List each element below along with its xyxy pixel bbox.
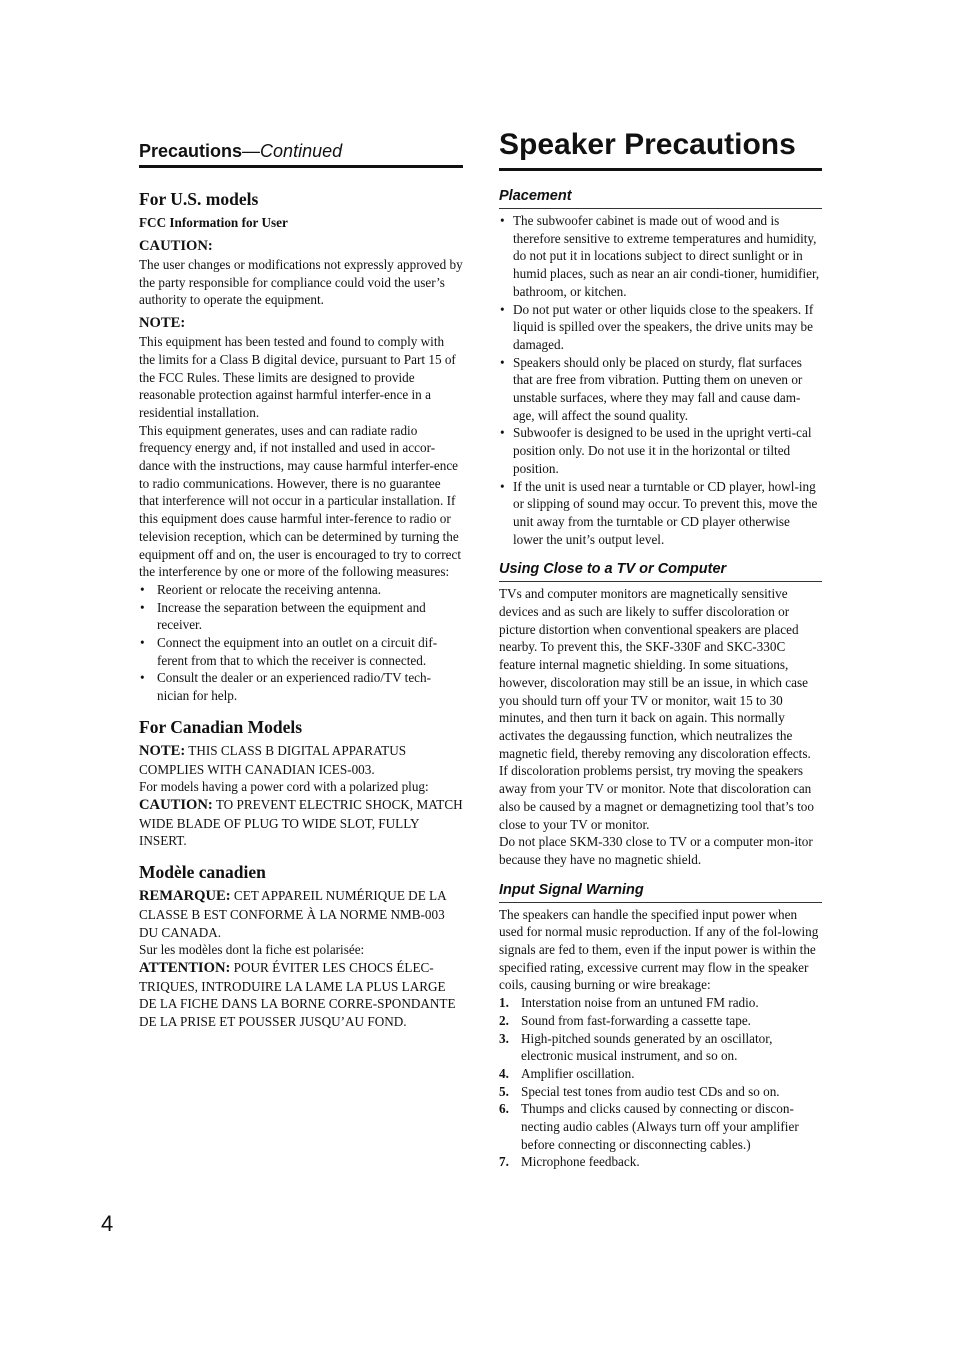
list-item: [499, 1030, 822, 1065]
list-item: [499, 994, 822, 1012]
list-item: [499, 1083, 822, 1101]
tv-computer-section: [499, 559, 822, 868]
canada-note-text: THIS CLASS B DIGITAL APPARATUS COMPLIES WITH CANADIAN ICES-003.: [139, 742, 407, 777]
item-text: Special test tones from audio test CDs and so on.: [521, 1083, 780, 1099]
list-item: • If the unit is used near a turntable or CD player, howl-ing or slipping of sound may occur. To prevent this, move the unit away from the turntable or CD player otherwise lower the unit’s output level.: [499, 478, 822, 549]
tv-computer-paragraph-1: TVs and computer monitors are magnetically sensitive devices and as such are likely to suffer discoloration or picture distortion when conventional speakers are placed nearby. To prevent this, the SKF-330F and SKC-330C feature internal magnetic shielding. In some situations, however, discoloration may still be an issue, in which case you should turn off your TV or monitor, wait 15 to 30 minutes, and then turn it back on again. This normally activates the degaussing function, which neutralizes the magnetic field, thereby removing any discoloration effects. If discoloration problems persist, try moving the speakers away from your TV or monitor. Note that discoloration can also be caused by a magnet or demagnetizing tool that’s too close to your TV or monitor.: [499, 586, 814, 832]
item-text: Sound from fast-forwarding a cassette tape.: [521, 1012, 751, 1028]
running-head: [139, 139, 463, 168]
input-signal-section: [499, 880, 822, 1172]
item-text: Amplifier oscillation.: [521, 1065, 635, 1081]
us-models-section: [139, 188, 463, 705]
attention: [139, 959, 463, 1031]
interference-measures-list: [139, 581, 463, 705]
note-label: NOTE:: [139, 315, 186, 332]
canadian-models-heading: For Canadian Models: [139, 716, 303, 737]
modele-canadien-section: [139, 861, 463, 1031]
remarque-text: CET APPAREIL NUMÉRIQUE DE LA CLASSE B EST CONFORME À LA NORME NMB-003 DU CANADA.: [139, 888, 446, 940]
tv-computer-paragraph-2: Do not place SKM-330 close to TV or a computer mon-itor because they have no magnetic shield.: [499, 834, 813, 867]
caution-text: The user changes or modifications not expressly approved by the party responsible for compliance could void the user’s authority to operate the equipment.: [139, 257, 463, 308]
page-number: 4: [101, 1211, 114, 1236]
list-item: • Consult the dealer or an experienced radio/TV tech-nician for help.: [139, 669, 463, 704]
list-item: [499, 1065, 822, 1083]
item-text: Microphone feedback.: [521, 1154, 640, 1170]
us-models-heading: For U.S. models: [139, 189, 259, 209]
item-number: 5.: [499, 1083, 509, 1099]
note-paragraph-2: This equipment generates, uses and can radiate radio frequency energy and, if not installed and used in accor-dance with the instructions, may cause harmful interfer-ence to radio communications. However, there is no guarantee that interference will not occur in a particular installation. If this equipment does cause harmful inter-ference to radio or television reception, which can be determined by turning the equipment off and on, the user is encouraged to try to correct the interference by one or more of the following measures:: [139, 422, 462, 580]
item-text: High-pitched sounds generated by an oscillator, electronic musical instrument, and so on.: [521, 1030, 773, 1064]
modele-canadien-heading: Modèle canadien: [139, 862, 266, 883]
list-item: • Subwoofer is designed to be used in the upright verti-cal position only. Do not use it in the horizontal or tilted position.: [499, 424, 822, 477]
placement-heading: Placement: [499, 186, 822, 209]
list-item: • Do not put water or other liquids close to the speakers. If liquid is spilled over the speakers, the drive units may be damaged.: [499, 301, 822, 354]
page-title: Speaker Precautions: [499, 126, 822, 171]
canadian-models-section: [139, 716, 463, 850]
item-text: Thumps and clicks caused by connecting or discon-necting audio cables (Always turn off your amplifier before connecting or disconnecting cables.): [521, 1101, 799, 1152]
polarized-plug-text: For models having a power cord with a polarized plug:: [139, 779, 429, 795]
list-item: [499, 1012, 822, 1030]
left-column: [139, 139, 463, 1031]
remarque: [139, 887, 463, 941]
attention-label: ATTENTION:: [139, 959, 231, 976]
input-signal-heading: Input Signal Warning: [499, 880, 822, 903]
item-text: Interstation noise from an untuned FM radio.: [521, 995, 759, 1011]
running-head-continued: —Continued: [242, 141, 343, 161]
item-number: 7.: [499, 1154, 509, 1170]
placement-section: [499, 186, 822, 548]
fcc-info-heading: FCC Information for User: [139, 215, 288, 230]
canada-caution: [139, 796, 463, 850]
input-signal-intro: The speakers can handle the specified input power when used for normal music reproduction. If any of the fol-lowing signals are fed to them, even if the input power is within the specified rating, excessive current may flow in the speaker coils, causing burning or wire breakage:: [499, 906, 819, 993]
item-number: 2.: [499, 1012, 509, 1028]
tv-computer-heading: Using Close to a TV or Computer: [499, 559, 822, 582]
caution-label: CAUTION:: [139, 238, 213, 254]
list-item: [499, 1153, 822, 1171]
item-number: 3.: [499, 1030, 509, 1046]
item-number: 6.: [499, 1101, 509, 1117]
attention-text: POUR ÉVITER LES CHOCS ÉLEC-TRIQUES, INTRODUIRE LA LAME LA PLUS LARGE DE LA FICHE DANS LA BORNE CORRE-SPONDANTE DE LA PRISE ET POUSSER JUSQU’AU FOND.: [139, 959, 456, 1030]
input-signal-list: [499, 994, 822, 1171]
list-item: • Speakers should only be placed on sturdy, flat surfaces that are free from vibration. Putting them on uneven or unstable surfaces, where they may fall and cause dam-age, will affect the sound quality.: [499, 354, 822, 425]
canada-note-label: NOTE:: [139, 742, 186, 759]
item-number: 1.: [499, 995, 509, 1011]
list-item: • Increase the separation between the equipment and receiver.: [139, 599, 463, 634]
remarque-label: REMARQUE:: [139, 888, 231, 905]
list-item: • Reorient or relocate the receiving antenna.: [139, 581, 463, 599]
canada-caution-text: TO PREVENT ELECTRIC SHOCK, MATCH WIDE BLADE OF PLUG TO WIDE SLOT, FULLY INSERT.: [139, 796, 463, 849]
canada-caution-label: CAUTION:: [139, 796, 213, 813]
note-paragraph-1: This equipment has been tested and found to comply with the limits for a Class B digital device, pursuant to Part 15 of the FCC Rules. These limits are designed to provide reasonable protection against harmful interfer-ence in a residential installation.: [139, 334, 456, 420]
placement-list: [499, 212, 822, 548]
right-column: [499, 126, 822, 1171]
running-head-title: Precautions: [139, 141, 243, 161]
canada-note: [139, 742, 463, 778]
list-item: • The subwoofer cabinet is made out of wood and is therefore sensitive to extreme temperatures and humidity, do not put it in locations subject to direct sunlight or in humid places, such as near an air condi-tioner, humidifier, bathroom, or kitchen.: [499, 212, 822, 301]
list-item: [499, 1100, 822, 1153]
list-item: • Connect the equipment into an outlet on a circuit dif-ferent from that to which the receiver is connected.: [139, 634, 463, 669]
item-number: 4.: [499, 1065, 509, 1081]
fiche-polarisee-text: Sur les modèles dont la fiche est polarisée:: [139, 942, 365, 958]
